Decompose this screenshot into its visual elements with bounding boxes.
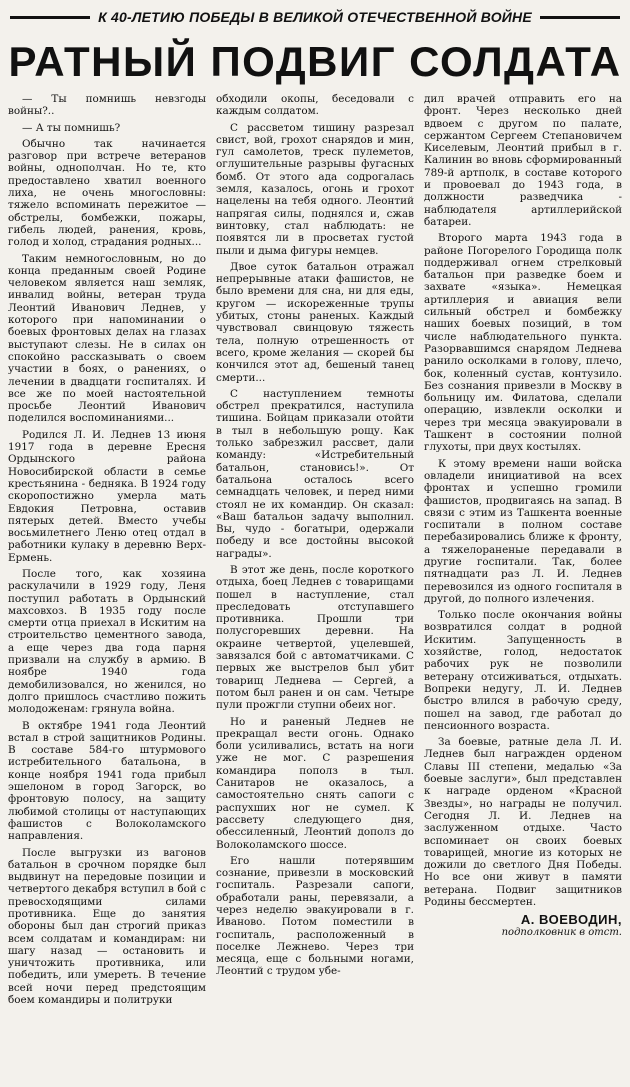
rubric-rule-right xyxy=(540,16,620,19)
paragraph: Второго марта 1943 года в районе Погорелого Городища полк поддерживал огнем стрелковый батальон при разведке боем и захвате «языка». Немецкая артиллерия и авиация вели сильный обстрел и бомбежку наших боевых позиций, в том числе наблюдательного пункта. Разорвавшимся снарядом Леднева ранило осколками в голову, плечо, бок, коленный сустав, контузило. Без сознания привезли в Москву в больницу им. Филатова, сделали операцию, извлекли осколки и через три месяца эвакуировали в Ташкент в состоянии полной глухоты, при двух костылях. xyxy=(424,232,622,454)
paragraph: Родился Л. И. Леднев 13 июня 1917 года в деревне Ересня Ордынского района Новосибирской области в семье крестьянина - бедняка. В 1924 году скоропостижно умерла мать Евдокия Петровна, оставив пятерых детей. Вместо учебы восьмилетнего Леню отец отдал в работники кулаку в деревню Верх-Ермень. xyxy=(8,428,206,564)
paragraph: — А ты помнишь? xyxy=(22,121,121,134)
rubric-rule-left xyxy=(10,16,90,19)
paragraph: В этот же день, после короткого отдыха, боец Леднев с товарищами пошел в наступление, стал преследовать отступавшего противника. Прошли три полусгоревших деревни. На окраине четвертой, уцелевшей, завязался бой с автоматчиками. С первых же выстрелов был убит товарищ Леднева — Сергей, а потом был ранен и он сам. Четыре пули прожгли ступни обеих ног. xyxy=(216,563,414,712)
column-3 xyxy=(424,93,622,1083)
paragraph: К этому времени наши войска овладели инициативой на всех фронтах и успешно громили фашистов, продвигаясь на запад. В связи с этим из Ташкента военные госпитали в полном составе перебазировались ближе к фронту, а тяжелораненые передавали в другие госпитали. Так, более пятнадцати раз Л. И. Леднев перевозился из одного госпиталя в другой, до полного излечения. xyxy=(424,457,622,605)
rubric-text: К 40-ЛЕТИЮ ПОБЕДЫ В ВЕЛИКОЙ ОТЕЧЕСТВЕННОЙ ВОЙНЕ xyxy=(98,9,532,25)
paragraph: Только после окончания войны возвратился солдат в родной Искитим. Запущенность в хозяйстве, голод, недостаток рабочих рук не позволили ветерану отсиживаться, отдыхать. Вопреки недугу, Л. И. Леднев быстро влился в рабочую среду, пошел на завод, где работал до пенсионного возраста. xyxy=(424,609,622,732)
rubric-bar xyxy=(10,4,620,30)
paragraph: Двое суток батальон отражал непрерывные атаки фашистов, не было времени для сна, ни для еды, кругом — искореженные трупы убитых, стоны раненых. Каждый чувствовал свинцовую тяжесть тела, полную отрешенность от всего, кроме желания — скорей бы кончился этот ад, бешеный танец смерти... xyxy=(216,260,414,384)
paragraph: Обычно так начинается разговор при встрече ветеранов войны, однополчан. Но те, кто предоставлено хватил военного лиха, не очень многословны: тяжело вспоминать пережитое — обстрелы, бомбежки, пожары, гибель людей, ранения, кровь, голод и холод, страдания родных... xyxy=(8,137,206,249)
paragraph: — Ты помнишь невзгоды войны?.. xyxy=(8,93,206,118)
paragraph: С рассветом тишину разрезал свист, вой, грохот снарядов и мин, гул самолетов, треск пулеметов, оглушительные разрывы фугасных бомб. От этого ада содрогалась земля, казалось, огонь и грохот нацелены на тебя одного. Леонтий напрягая силы, поднялся и, сжав винтовку, стал наблюдать: не появятся ли в просветах густой пыли и дыма фигуры немцев. xyxy=(216,121,414,257)
paragraph: За боевые, ратные дела Л. И. Леднев был награжден орденом Славы III степени, медалью «За боевые заслуги», был представлен к награде орденом «Красной Звезды», но награды не получил. Сегодня Л. И. Леднев на заслуженном отдыхе. Часто вспоминает он своих боевых товарищей, многие из которых не дожили до светлого Дня Победы. Но все они живут в памяти ветерана. Подвиг защитников Родины бессмертен. xyxy=(424,736,622,908)
paragraph: В октябре 1941 года Леонтий встал в строй защитников Родины. В составе 584-го штурмового истребительного батальона, в конце ноября 1941 года прибыл эшелоном в город Загорск, во фронтовую полосу, на защиту любимой столицы от наступающих фашистов с Волоколамского направления. xyxy=(8,719,206,843)
article-body xyxy=(8,93,622,1083)
paragraph: После выгрузки из вагонов батальон в срочном порядке был выдвинут на передовые позиции и четвертого декабря вступил в бой с превосходящими силами противника. Еще до занятия обороны был дан строгий приказ всем солдатам и командирам: ни шагу назад — остановить и уничтожить противника, или победить, или умереть. В течение всей ночи перед предстоящим боем командиры и политруки xyxy=(8,846,206,1007)
column-1 xyxy=(8,93,206,1083)
paragraph: Таким немногословным, но до конца преданным своей Родине человеком является наш земляк, инвалид войны, ветеран труда Леонтий Иванович Леднев, у которого при напоминании о боевых фронтовых делах на глазах выступают слезы. Не в силах он спокойно рассказывать о своем участии в боях, о ранениях, о лечении в двадцати госпиталях. И все же по моей настоятельной просьбе Леонтий Иванович поделился воспоминаниями... xyxy=(8,252,206,425)
column-2 xyxy=(216,93,414,1083)
paragraph: дил врачей отправить его на фронт. Через несколько дней вдвоем с другом по палате, сержантом Сергеем Степановичем Киселевым, Леонтий прибыл в г. Калинин во вновь сформированный 789-й артполк, в составе которого и провоевал до 1943 года, в должности разведчика - наблюдателя артиллерийской батареи. xyxy=(424,93,622,228)
paragraph: После того, как хозяина раскулачили в 1929 году, Леня поступил работать в Ордынский махсовхоз. В 1935 году после смерти отца приехал в Искитим на строительство цементного завода, а еще через два года парня призвали на службу в армию. В ноябре 1940 года демобилизовался, но женился, но долго пришлось счастливо пожить молодоженам: грянула война. xyxy=(8,567,206,716)
paragraph: С наступлением темноты обстрел прекратился, наступила тишина. Бойцам приказали отойти в тыл в небольшую рощу. Как только забрезжил рассвет, дали команду: «Истребительный батальон, становись!». От батальона осталось всего семнадцать человек, и перед ними стоял не их командир. Он сказал: «Ваш батальон задачу выполнил. Вы, чудо - богатыри, одержали победу и все достойны высокой награды». xyxy=(216,387,414,560)
author-signature: А. ВОЕВОДИН, xyxy=(520,912,622,928)
article-headline: РАТНЫЙ ПОДВИГ СОЛДАТА xyxy=(8,38,622,85)
paragraph: обходили окопы, беседовали с каждым солдатом. xyxy=(216,93,414,118)
paragraph: Но и раненый Леднев не прекращал вести огонь. Однако боли усиливались, встать на ноги уже не мог. С разрешения командира пополз в тыл. Санитаров не оказалось, а самостоятельно снять сапоги с распухших ног не сумел. К рассвету следующего дня, обессиленный, Леонтий дополз до Волоколамского шоссе. xyxy=(216,715,414,851)
author-rank: подполковник в отст. xyxy=(501,926,622,938)
paragraph: Его нашли потерявшим сознание, привезли в московский госпиталь. Разрезали сапоги, обработали раны, перевязали, а через неделю эвакуировали в г. Иваново. Потом поместили в госпиталь, расположенный в поселке Лежнево. Через три месяца, еще с больными ногами, Леонтий с трудом убе- xyxy=(216,854,414,978)
